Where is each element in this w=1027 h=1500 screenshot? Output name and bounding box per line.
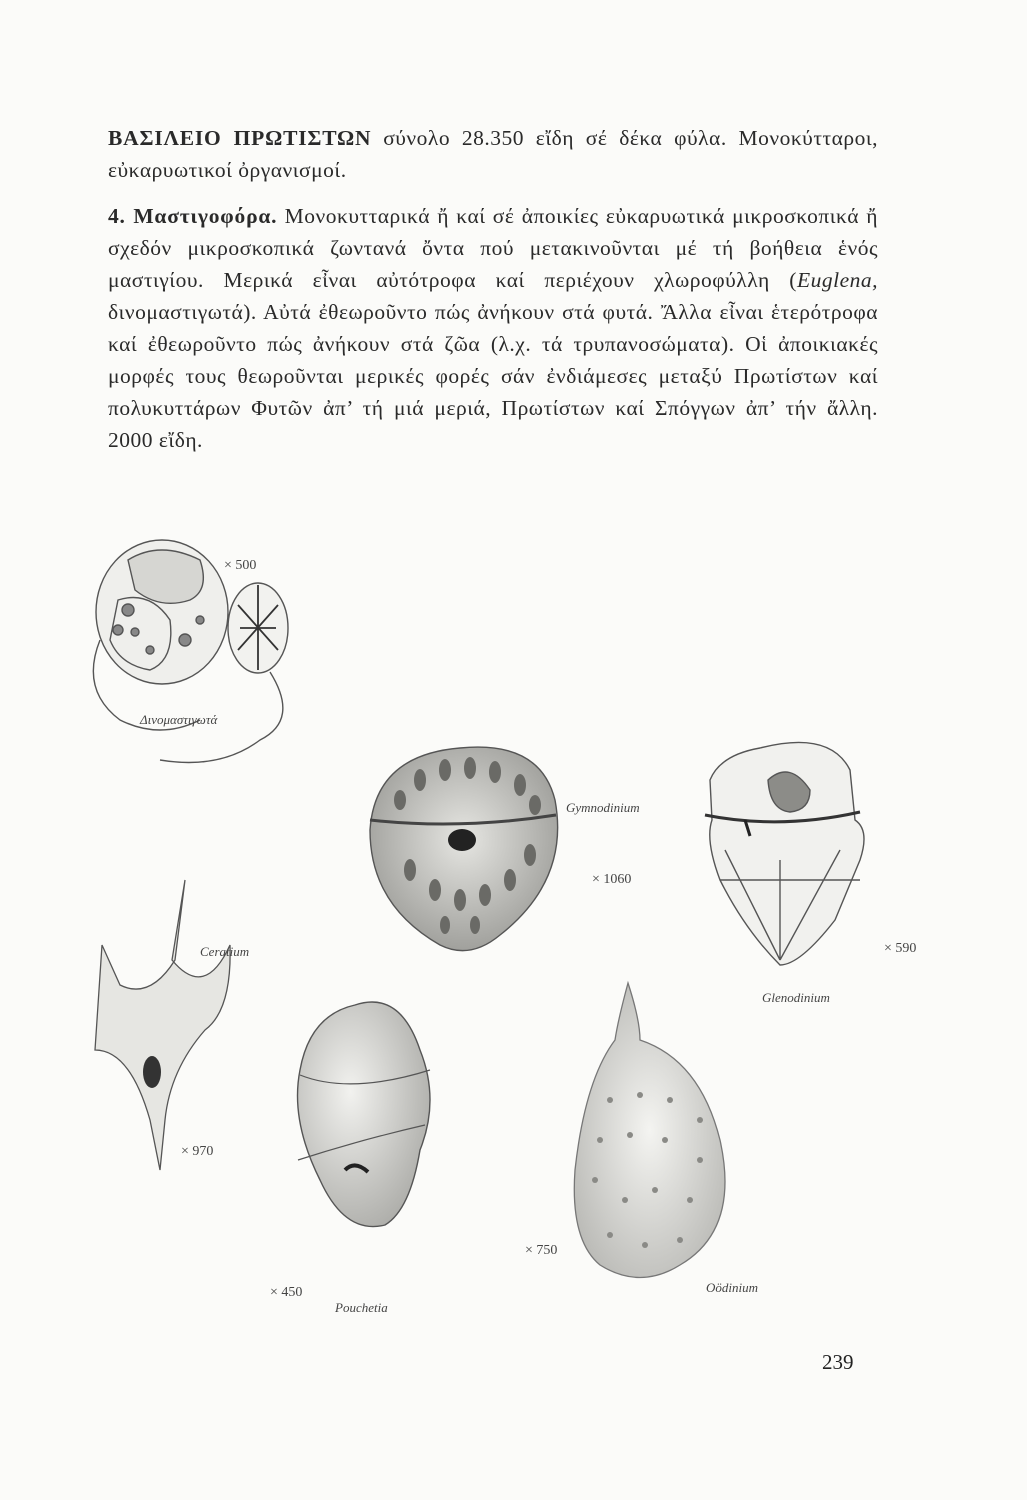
magnification-dinomastigota: × 500	[224, 558, 257, 573]
pouchetia-drawing	[298, 1002, 431, 1227]
magnification-ceratium: × 970	[181, 1144, 214, 1159]
oodinium-drawing	[574, 983, 725, 1278]
mastigophora-heading: 4. Μαστιγοφόρα.	[108, 204, 278, 228]
dinomastigota-drawing	[93, 540, 288, 763]
page-number: 239	[822, 1350, 854, 1374]
euglena-term: Euglena,	[796, 268, 878, 292]
label-dinomastigota: Δινομαστιγωτά	[140, 712, 218, 727]
label-glenodinium: Glenodinium	[762, 990, 830, 1005]
label-oodinium: Oödinium	[706, 1280, 758, 1295]
ceratium-drawing	[95, 880, 230, 1170]
kingdom-text: σύνολο 28.350 εἴδη σέ δέκα φύλα. Μονοκύτταροι, εὐκαρυωτικοί ὀργανισμοί.	[108, 126, 879, 182]
gymnodinium-drawing	[370, 747, 558, 951]
glenodinium-drawing	[705, 742, 864, 965]
magnification-pouchetia: × 450	[270, 1285, 303, 1300]
magnification-oodinium: × 750	[525, 1243, 558, 1258]
magnification-glenodinium: × 590	[884, 941, 917, 956]
kingdom-heading: ΒΑΣΙΛΕΙΟ ΠΡΩΤΙΣΤΩΝ	[108, 126, 372, 150]
label-ceratium: Ceratium	[200, 944, 250, 959]
label-gymnodinium: Gymnodinium	[566, 800, 640, 815]
label-pouchetia: Pouchetia	[335, 1300, 388, 1315]
mastigophora-text-a: Μονοκυτταρικά ἤ καί σέ ἀποικίες εὐκαρυωτικά μικροσκοπικά ἤ σχεδόν μικροσκοπικά ζωντανά ὄντα πού μετακινοῦνται μέ τή βοήθεια ἑνός μαστιγίου. Μερικά εἶναι αὐτότροφα καί περιέχουν χλωροφύλλη (	[108, 204, 879, 292]
mastigophora-text-b: δινομαστιγωτά). Αὐτά ἐθεωροῦντο πώς ἀνήκουν στά φυτά. Ἄλλα εἶναι ἑτερότροφα καί ἐθεωροῦντο πώς ἀνήκουν στά ζῶα (λ.χ. τά τρυπανοσώματα). Οἱ ἀποικιακές μορφές τους θεωροῦνται μερικές φορές σάν ἐνδιάμεσες μεταξύ Πρωτίστων καί πολυκυττάρων Φυτῶν ἀπ’ τή μιά μεριά, Πρωτίστων καί Σπόγγων ἀπ’ τήν ἄλλη. 2000 εἴδη.	[108, 300, 878, 452]
magnification-gymnodinium: × 1060	[592, 872, 632, 887]
